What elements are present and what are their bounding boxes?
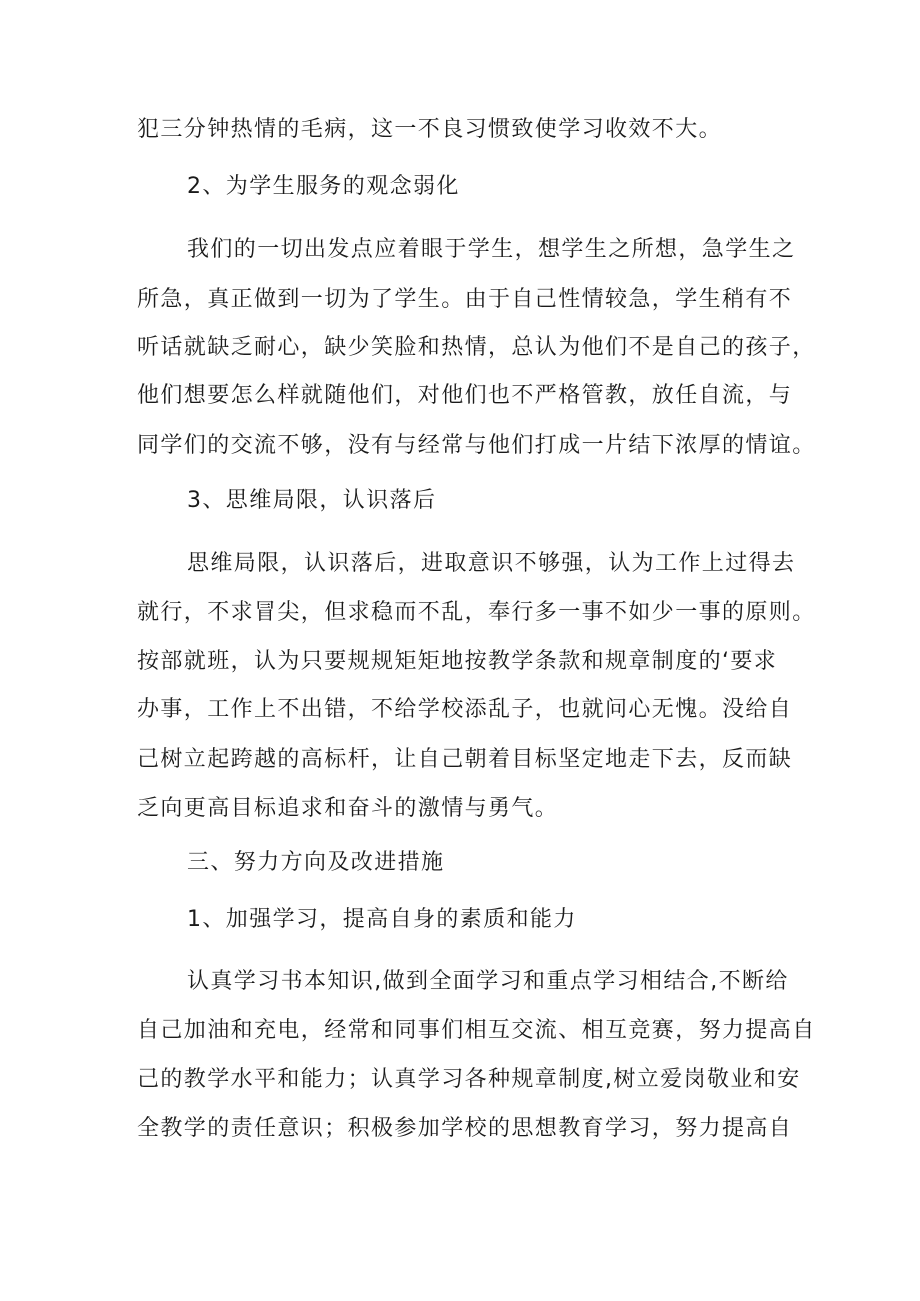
paragraph-line: 他们想要怎么样就随他们，对他们也不严格管教，放任自流，与: [137, 383, 793, 408]
paragraph-line: 办事，工作上不出错，不给学校添乱子，也就问心无愧。没给自: [137, 697, 793, 722]
paragraph-line: 听话就缺乏耐心，缺少笑脸和热情，总认为他们不是自己的孩子，: [137, 335, 816, 360]
paragraph-line: 全教学的责任意识；积极参加学校的思想教育学习，努力提高自: [137, 1116, 793, 1141]
paragraph-line: 思维局限，认识落后，进取意识不够强，认为工作上过得去: [187, 551, 796, 576]
section-heading: 1、加强学习，提高自身的素质和能力: [187, 907, 577, 932]
paragraph-line: 所急，真正做到一切为了学生。由于自己性情较急，学生稍有不: [137, 287, 793, 312]
paragraph-line: 就行，不求冒尖，但求稳而不乱，奉行多一事不如少一事的原则。: [137, 600, 816, 625]
paragraph-line: 同学们的交流不够，没有与经常与他们打成一片结下浓厚的情谊。: [137, 433, 816, 458]
paragraph-line: 己的教学水平和能力；认真学习各种规章制度,树立爱岗敬业和安: [137, 1067, 801, 1092]
section-heading: 2、为学生服务的观念弱化: [187, 174, 460, 199]
paragraph-line: 乏向更高目标追求和奋斗的激情与勇气。: [137, 796, 559, 821]
paragraph-line: 认真学习书本知识,做到全面学习和重点学习相结合,不断给: [187, 969, 789, 994]
chapter-heading: 三、努力方向及改进措施: [187, 850, 445, 875]
paragraph-line: 己树立起跨越的高标杆，让自己朝着目标坚定地走下去，反而缺: [137, 747, 793, 772]
paragraph-line: 我们的一切出发点应着眼于学生，想学生之所想，急学生之: [187, 237, 796, 262]
section-heading: 3、思维局限，认识落后: [187, 488, 437, 513]
paragraph-line: 自己加油和充电，经常和同事们相互交流、相互竞赛，努力提高自: [137, 1018, 816, 1043]
paragraph-line: 按部就班，认为只要规规矩矩地按教学条款和规章制度的‘要求: [137, 649, 778, 674]
paragraph-line: 犯三分钟热情的毛病，这一不良习惯致使学习收效不大。: [137, 117, 723, 142]
